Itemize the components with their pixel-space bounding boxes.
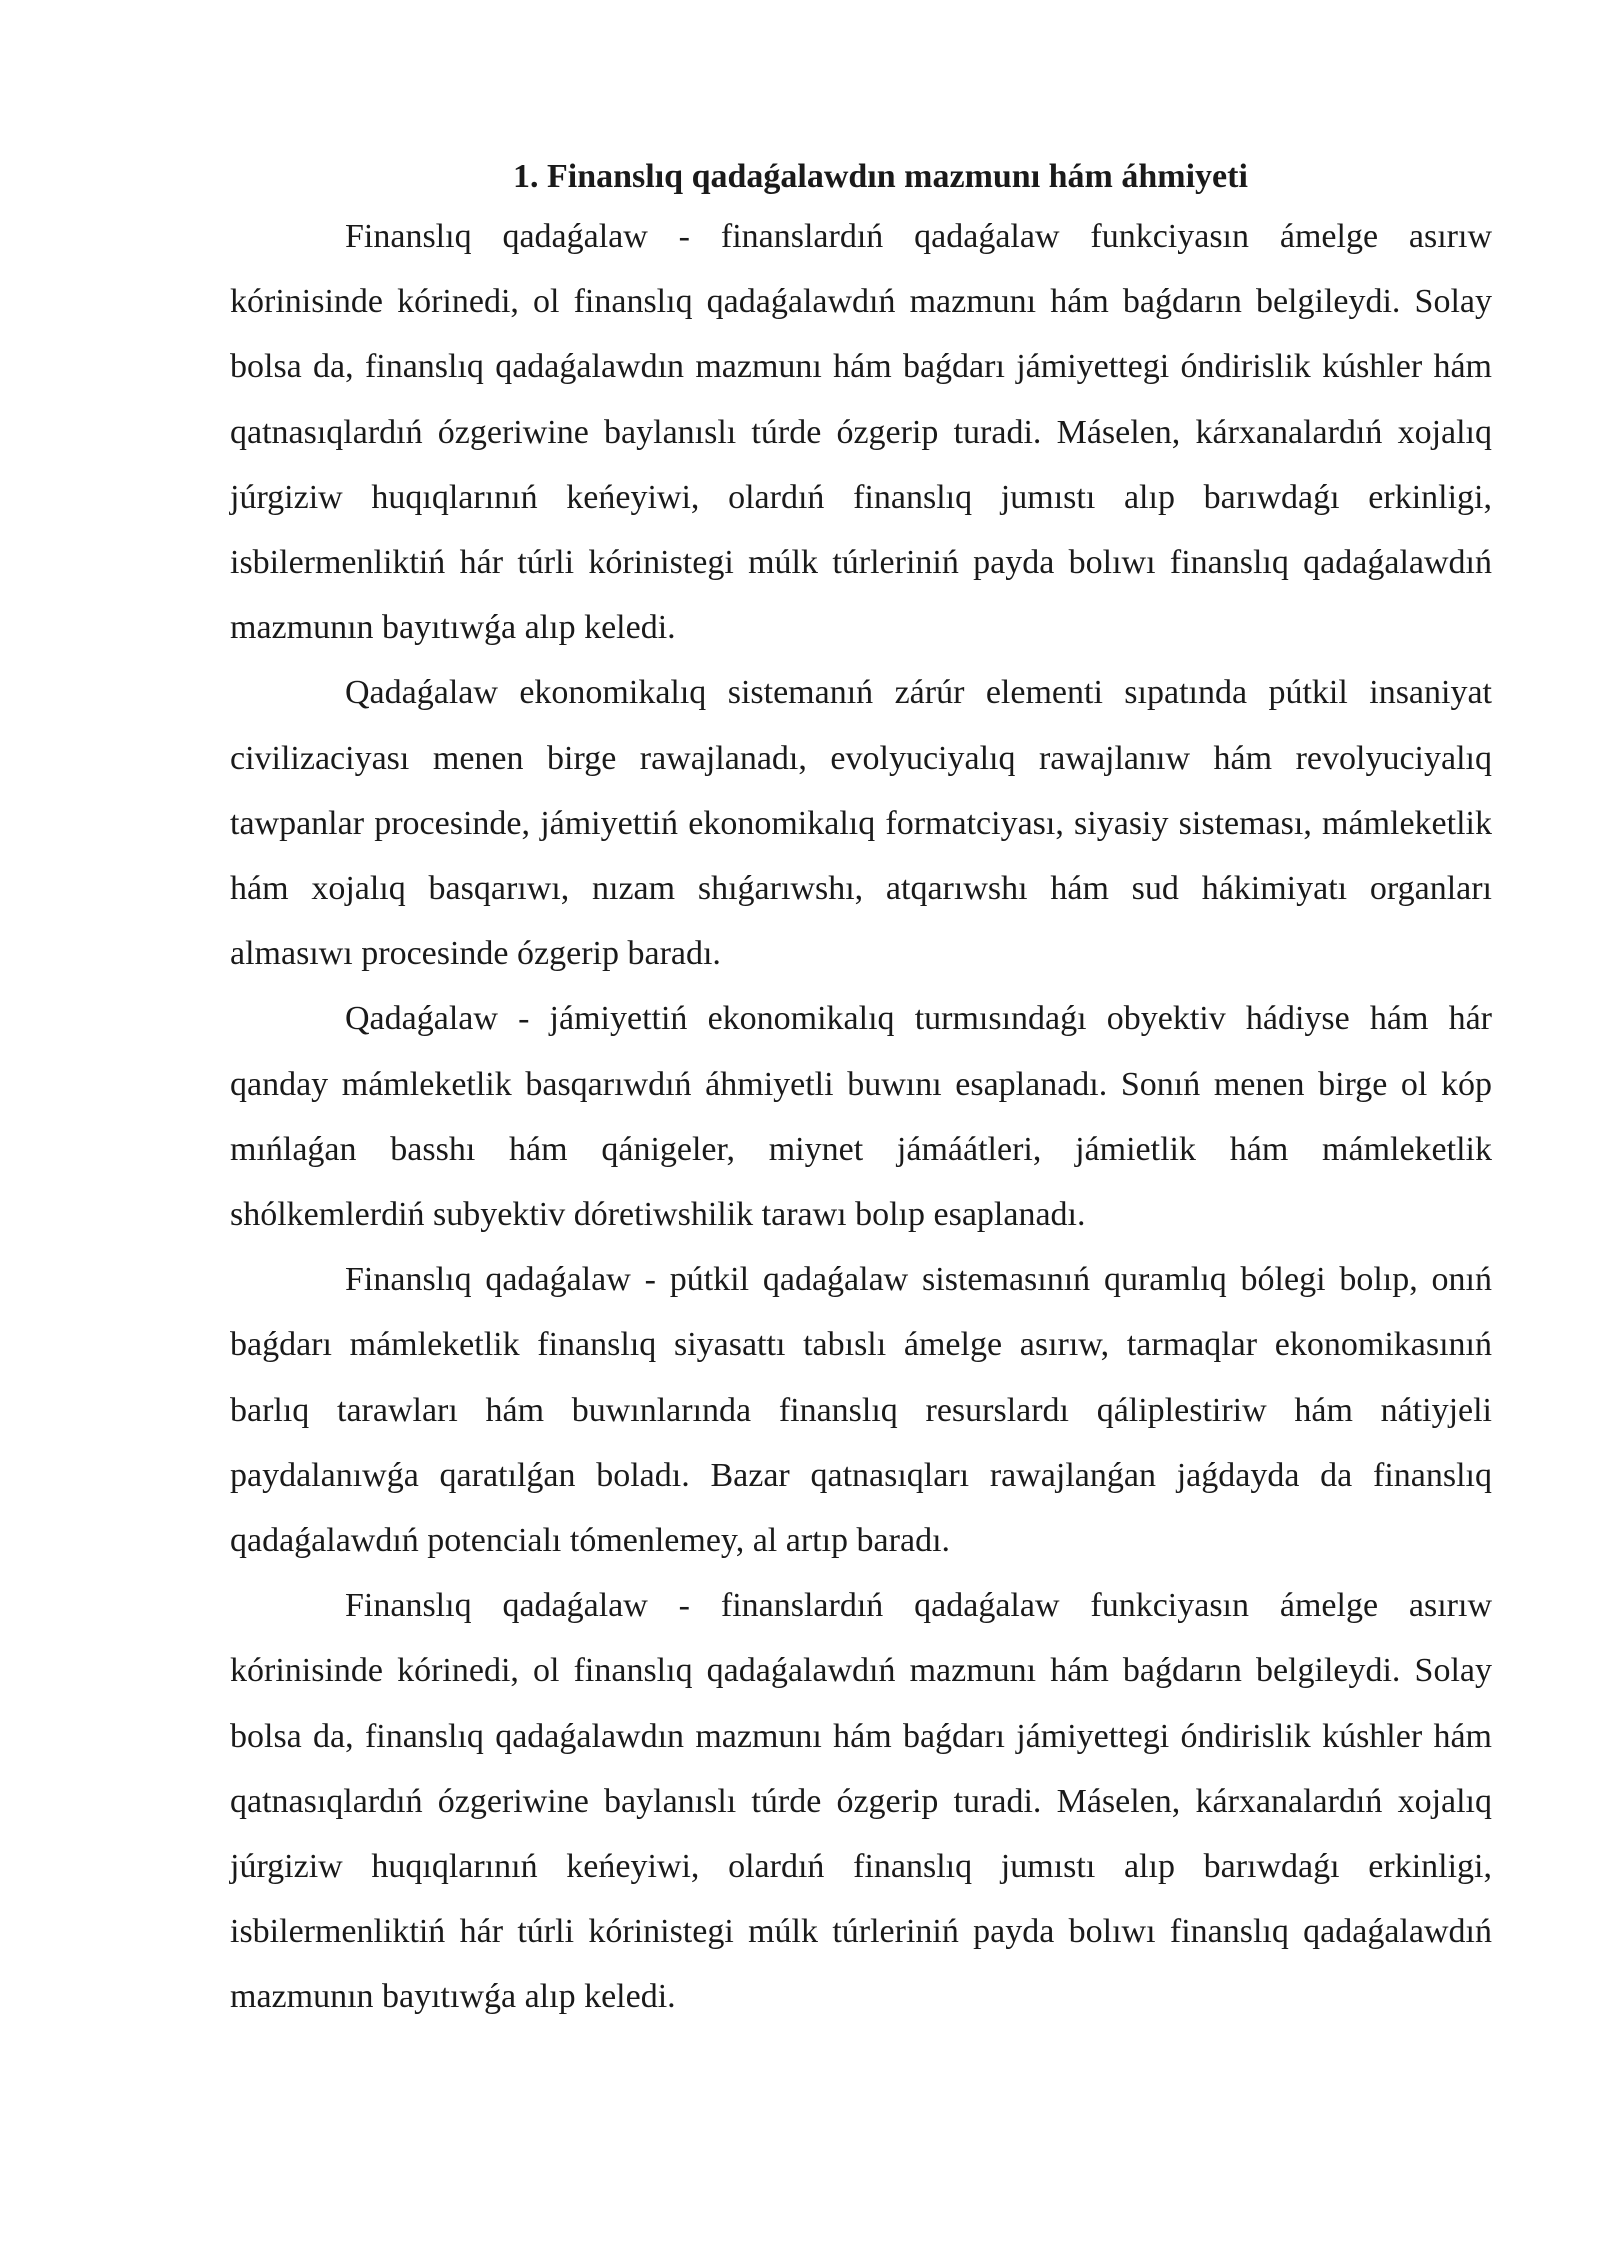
- paragraph-2: Qadaǵalaw ekonomikalıq sistemanıń zárúr elementi sıpatında pútkil insaniyat civilizaciyası menen birge rawajlanadı, evolyuciyalıq rawajlanıw hám revolyuciyalıq tawpanlar procesinde, jámiyettiń ekonomikalıq formatciyası, siyasiy sisteması, mámleketlik hám xojalıq basqarıwı, nızam shıǵarıwshı, atqarıwshı hám sud hákimiyatı organları almasıwı procesinde ózgerip baradı.: [230, 674, 1492, 973]
- paragraph-4: Finanslıq qadaǵalaw - pútkil qadaǵalaw sistemasınıń quramlıq bólegi bolıp, onıń baǵdarı mámleketlik finanslıq siyasattı tabıslı ámelge asırıw, tarmaqlar ekonomikasınıń barlıq tarawları hám buwınlarında finanslıq resurslardı qáliplestiriw hám nátiyjeli paydalanıwǵa qaratılǵan boladı. Bazar qatnasıqları rawajlanǵan jaǵdayda da finanslıq qadaǵalawdıń potencialı tómenlemey, al artıp baradı.: [230, 1261, 1492, 1560]
- paragraph-5: Finanslıq qadaǵalaw - finanslardıń qadaǵalaw funkciyasın ámelge asırıw kórinisinde kórinedi, ol finanslıq qadaǵalawdıń mazmunı hám baǵdarın belgileydi. Solay bolsa da, finanslıq qadaǵalawdın mazmunı hám baǵdarı jámiyettegi óndirislik kúshler hám qatnasıqlardıń ózgeriwine baylanıslı túrde ózgerip turadi. Máselen, kárxanalardıń xojalıq júrgiziw huqıqlarınıń keńeyiwi, olardıń finanslıq jumıstı alıp barıwdaǵı erkinligi, isbilermenliktiń hár túrli kórinistegi múlk túrleriniń payda bolıwı finanslıq qadaǵalawdıń mazmunın bayıtıwǵa alıp keledi.: [230, 1587, 1492, 2016]
- paragraph-1: Finanslıq qadaǵalaw - finanslardıń qadaǵalaw funkciyasın ámelge asırıw kórinisinde kórinedi, ol finanslıq qadaǵalawdıń mazmunı hám baǵdarın belgileydi. Solay bolsa da, finanslıq qadaǵalawdın mazmunı hám baǵdarı jámiyettegi óndirislik kúshler hám qatnasıqlardıń ózgeriwine baylanıslı túrde ózgerip turadi. Máselen, kárxanalardıń xojalıq júrgiziw huqıqlarınıń keńeyiwi, olardıń finanslıq jumıstı alıp barıwdaǵı erkinligi, isbilermenliktiń hár túrli kórinistegi múlk túrleriniń payda bolıwı finanslıq qadaǵalawdıń mazmunın bayıtıwǵa alıp keledi.: [230, 218, 1492, 647]
- paragraph-3: Qadaǵalaw - jámiyettiń ekonomikalıq turmısındaǵı obyektiv hádiyse hám hár qanday mámleketlik basqarıwdıń áhmiyetli buwını esaplanadı. Sonıń menen birge ol kóp mıńlaǵan basshı hám qánigeler, miynet jámáátleri, jámietlik hám mámleketlik shólkemlerdiń subyektiv dóretiwshilik tarawı bolıp esaplanadı.: [230, 1000, 1492, 1234]
- document-body: [230, 150, 1492, 2030]
- section-heading: 1. Finanslıq qadaǵalawdın mazmunı hám áhmiyeti: [513, 158, 1248, 195]
